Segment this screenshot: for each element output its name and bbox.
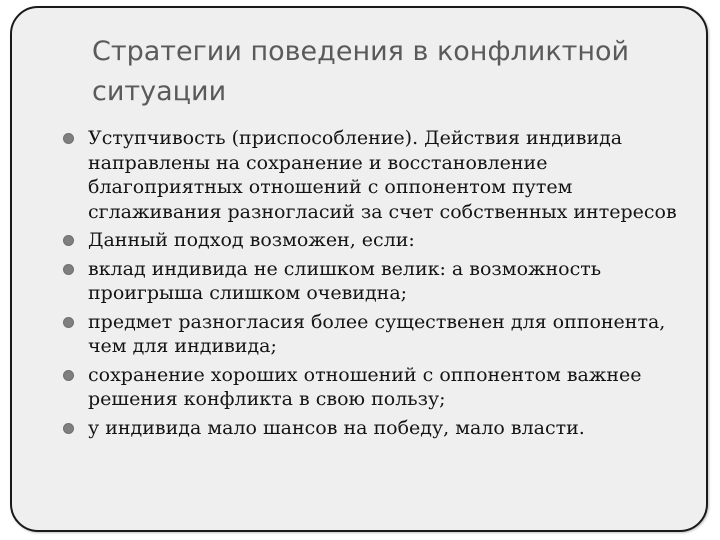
bullet-text: Уступчивость (приспособление). Действия индивида направлены на сохранение и восстановление благоприятных отношений с оппонентом путем сглаживания разногласий за счет собственных интересов: [88, 127, 677, 223]
bullet-dot-icon: [63, 264, 74, 275]
bullet-dot-icon: [63, 317, 74, 328]
bullet-item: [63, 257, 703, 306]
slide-title: Стратегии поведения в конфликтной ситуации: [92, 36, 630, 107]
bullet-item: [63, 126, 703, 224]
bullet-item: [63, 363, 703, 412]
bullet-item: [63, 416, 703, 441]
bullet-dot-icon: [63, 370, 74, 381]
bullet-text: сохранение хороших отношений с оппонентом важнее решения конфликта в свою пользу;: [88, 363, 642, 410]
bullet-list: [63, 126, 703, 444]
bullet-text: предмет разногласия более существенен для оппонента, чем для индивида;: [88, 310, 666, 357]
bullet-text: Данный подход возможен, если:: [88, 229, 415, 251]
bullet-text: у индивида мало шансов на победу, мало власти.: [88, 416, 585, 439]
bullet-text: вклад индивида не слишком велик: а возможность проигрыша слишком очевидна;: [88, 257, 602, 304]
bullet-dot-icon: [63, 423, 74, 434]
bullet-dot-icon: [63, 235, 74, 246]
bullet-item: [63, 228, 703, 253]
bullet-item: [63, 310, 703, 359]
slide-frame: [10, 6, 708, 532]
bullet-dot-icon: [63, 133, 74, 144]
